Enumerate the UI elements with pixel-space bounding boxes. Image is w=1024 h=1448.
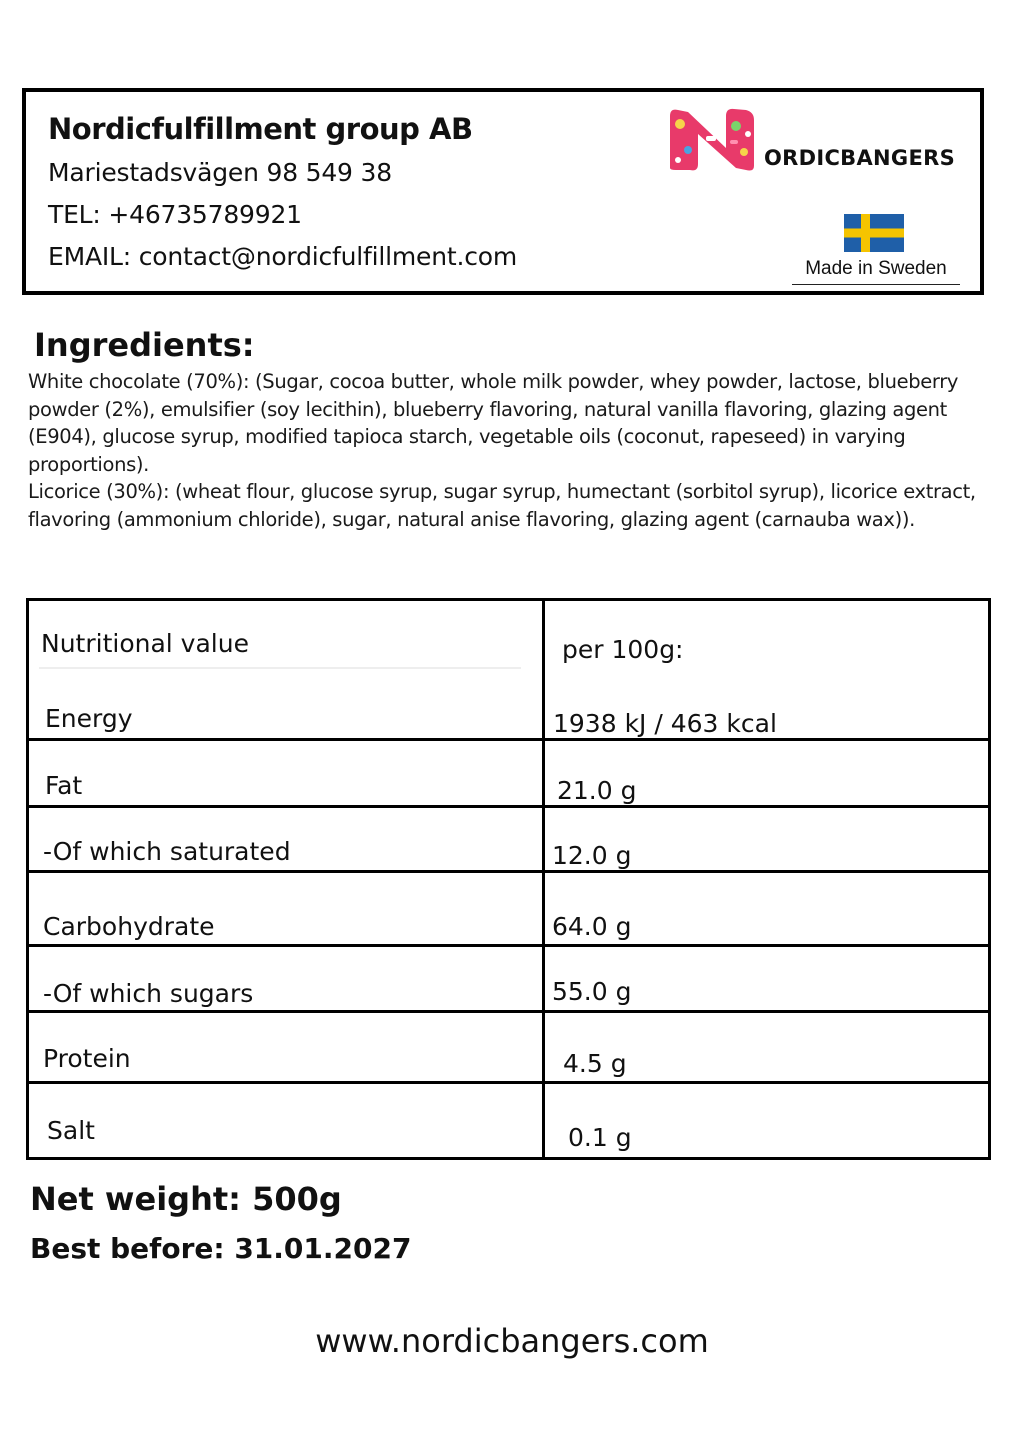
candy-n-logo-icon <box>666 106 762 172</box>
net-weight: Net weight: 500g <box>30 1180 342 1218</box>
ingredients-white-chocolate: White chocolate (70%): (Sugar, cocoa butter, whole milk powder, whey powder, lactose, blueberry powder (2%), emulsifier (soy lecithin), blueberry flavoring, natural vanilla flavoring, glazing agent (E904), glucose syrup, modified tapioca starch, vegetable oils (coconut, rapeseed) in varying proportions). <box>28 370 959 476</box>
row-divider <box>29 805 988 808</box>
column-divider <box>542 601 545 1157</box>
company-name: Nordicfulfillment group AB <box>48 112 473 146</box>
nutrition-row-value: 0.1 g <box>568 1123 632 1152</box>
ingredients-licorice: Licorice (30%): (wheat flour, glucose syrup, sugar syrup, humectant (sorbitol syrup), licorice extract, flavoring (ammonium chloride), sugar, natural anise flavoring, glazing agent (carnauba wax)). <box>28 480 976 531</box>
nutrition-header-value: per 100g: <box>562 635 684 664</box>
nutrition-row-label: -Of which saturated <box>43 837 291 866</box>
website-url[interactable]: www.nordicbangers.com <box>315 1322 709 1360</box>
nordicbangers-logo <box>666 106 966 176</box>
nutrition-row-label: Protein <box>43 1044 131 1073</box>
company-address: Mariestadsvägen 98 549 38 <box>48 158 392 187</box>
nutrition-row-value: 55.0 g <box>552 977 632 1006</box>
nutrition-header-label: Nutritional value <box>41 629 249 658</box>
row-divider <box>29 1010 988 1013</box>
nutrition-row-label: -Of which sugars <box>43 979 254 1008</box>
nutrition-row-value: 12.0 g <box>552 841 632 870</box>
nutrition-row-label: Salt <box>47 1116 95 1145</box>
nutrition-row-label: Fat <box>45 771 83 800</box>
company-phone: TEL: +46735789921 <box>48 200 302 229</box>
made-in-sweden-label: Made in Sweden <box>792 258 960 285</box>
sweden-flag-icon <box>844 214 904 252</box>
ingredients-text <box>28 368 998 534</box>
nutrition-row-value: 64.0 g <box>552 912 632 941</box>
ingredients-heading: Ingredients: <box>34 326 255 364</box>
best-before-date: Best before: 31.01.2027 <box>30 1232 412 1265</box>
nutrition-table <box>26 598 991 1160</box>
logo-wordmark: ORDICBANGERS <box>764 146 955 170</box>
nutrition-row-label: Carbohydrate <box>43 912 215 941</box>
header-underline <box>39 667 521 669</box>
company-email: EMAIL: contact@nordicfulfillment.com <box>48 242 517 271</box>
row-divider <box>29 738 988 741</box>
row-divider <box>29 1081 988 1084</box>
company-info-box <box>22 88 984 295</box>
nutrition-row-value: 1938 kJ / 463 kcal <box>553 709 777 738</box>
nutrition-row-label: Energy <box>45 704 133 733</box>
row-divider <box>29 944 988 947</box>
nutrition-row-value: 4.5 g <box>563 1049 627 1078</box>
nutrition-row-value: 21.0 g <box>557 776 637 805</box>
row-divider <box>29 870 988 873</box>
